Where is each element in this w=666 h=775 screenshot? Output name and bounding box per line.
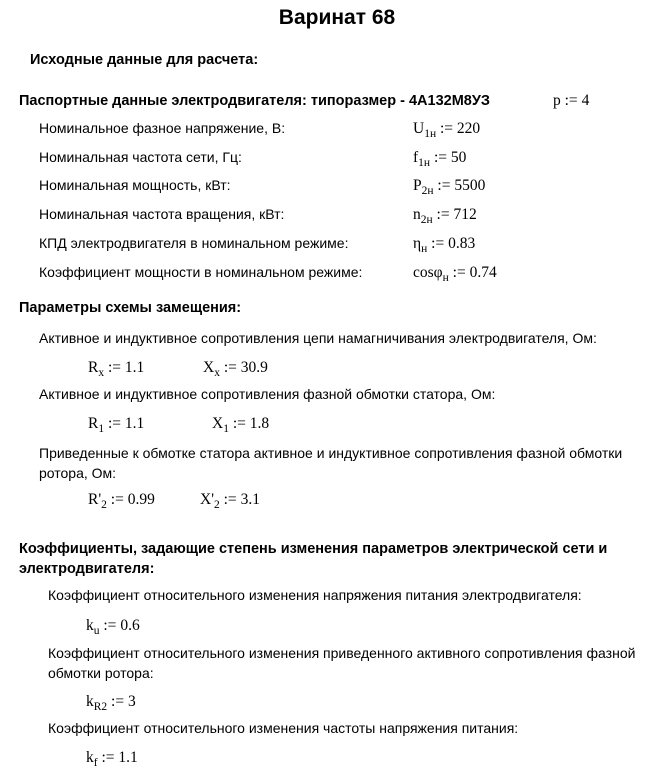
formula-symbol: k [86,749,94,766]
formula-symbol: R [88,359,99,376]
formula-value: 712 [453,206,477,223]
power-factor-label: Коэффициент мощности в номинальном режиме: [39,264,363,280]
assign-operator: := [219,359,241,376]
formula-symbol: P [413,177,422,194]
assign-operator: := [432,206,454,223]
formula-value: 3 [127,693,136,710]
formula-value: 4 [581,92,590,109]
assign-operator: := [560,92,582,109]
formula-symbol: X [212,415,224,432]
formula-symbol: cosφ [413,264,443,281]
assign-operator: := [448,264,470,281]
formula-value: 50 [450,149,467,166]
formula-value: 3.1 [240,491,260,508]
assign-operator: := [427,235,449,252]
assign-operator: := [430,149,451,166]
formula-subscript: 1 [98,423,105,435]
stator-label: Активное и индуктивное сопротивления фазной обмотки статора, Ом: [39,386,496,402]
formula-symbol: X [203,359,215,376]
rated-frequency-formula [413,149,466,167]
formula-subscript: R2 [93,701,108,713]
formula-subscript: н [421,243,428,255]
rated-voltage-label: Номинальное фазное напряжение, В: [39,120,286,136]
assign-operator: := [104,359,125,376]
magnetizing-x-formula [203,359,268,377]
formula-value: 0.99 [127,491,155,508]
pole-pairs-formula [553,92,589,110]
magnetizing-label: Активное и индуктивное сопротивления цепи намагничивания электродвигателя, Ом: [39,330,597,346]
formula-subscript: f [93,757,98,769]
formula-symbol: k [86,617,94,634]
rated-voltage-formula [413,120,480,138]
assign-operator: := [107,693,128,710]
formula-symbol: U [413,120,425,137]
formula-subscript: 2н [420,214,433,226]
assign-operator: := [99,617,121,634]
formula-value: 0.6 [120,617,140,634]
rotor-r-formula [88,491,155,509]
rated-speed-formula [413,206,477,224]
formula-value: 1.1 [124,415,145,432]
assign-operator: := [97,749,119,766]
formula-symbol: n [413,206,421,223]
frequency-coef-formula [86,749,138,767]
assign-operator: := [106,491,128,508]
passport-heading: Паспортные данные электродвигателя: типоразмер - 4А132М8УЗ [19,93,490,109]
formula-subscript: u [93,625,100,637]
rotor-resistance-coef-label: Коэффициент относительного изменения приведенного активного сопротивления фазной обмотки ротора: [48,645,636,681]
formula-symbol: R [88,415,99,432]
voltage-coef-label: Коэффициент относительного изменения напряжения питания электродвигателя: [48,587,582,603]
formula-value: 1.8 [249,415,270,432]
formula-symbol: X' [200,491,214,508]
rated-power-label: Номинальная мощность, кВт: [39,177,231,193]
assign-operator: := [228,415,250,432]
rated-speed-label: Номинальная частота вращения, кВт: [39,206,285,222]
formula-value: 1.1 [124,359,145,376]
rated-frequency-label: Номинальная частота сети, Гц: [39,149,242,165]
formula-subscript: 1н [424,128,437,140]
initial-data-heading: Исходные данные для расчета: [30,52,259,68]
rotor-label: Приведенные к обмотке статора активное и индуктивное сопротивления фазной обмотки ротора, Ом: [39,445,623,481]
frequency-coef-label: Коэффициент относительного изменения частоты напряжения питания: [48,720,519,736]
formula-value: 0.74 [469,264,497,281]
efficiency-label: КПД электродвигателя в номинальном режиме: [39,235,349,251]
formula-subscript: 1 [223,423,229,435]
assign-operator: := [104,415,125,432]
formula-symbol: η [413,235,422,252]
formula-subscript: 1н [418,157,431,169]
assign-operator: := [433,177,455,194]
formula-symbol: p [553,92,561,109]
formula-subscript: 2 [214,499,220,511]
assign-operator: := [436,120,457,137]
formula-value: 1.1 [118,749,138,766]
formula-symbol: k [86,693,94,710]
formula-subscript: 2 [101,499,107,511]
formula-subscript: x [214,367,220,379]
magnetizing-r-formula [88,359,144,377]
stator-r-formula [88,415,144,433]
assign-operator: := [219,491,241,508]
page-title: Варинат 68 [278,6,396,29]
voltage-coef-formula [86,617,140,635]
formula-symbol: R' [88,491,102,508]
formula-subscript: 2н [421,185,434,197]
formula-symbol: f [413,149,419,166]
stator-x-formula [212,415,269,433]
formula-value: 0.83 [448,235,476,252]
rated-power-formula [413,177,485,195]
formula-value: 220 [456,120,481,137]
formula-subscript: н [442,272,449,284]
efficiency-formula [413,235,475,253]
formula-value: 30.9 [240,359,268,376]
rotor-x-formula [200,491,260,509]
power-factor-formula [413,264,497,282]
formula-value: 5500 [454,177,486,194]
coefficients-heading: Коэффициенты, задающие степень изменения параметров электрической сети и электродвигателя: [19,541,608,577]
circuit-heading: Параметры схемы замещения: [19,300,242,316]
rotor-resistance-coef-formula [86,693,136,711]
formula-subscript: x [98,367,105,379]
